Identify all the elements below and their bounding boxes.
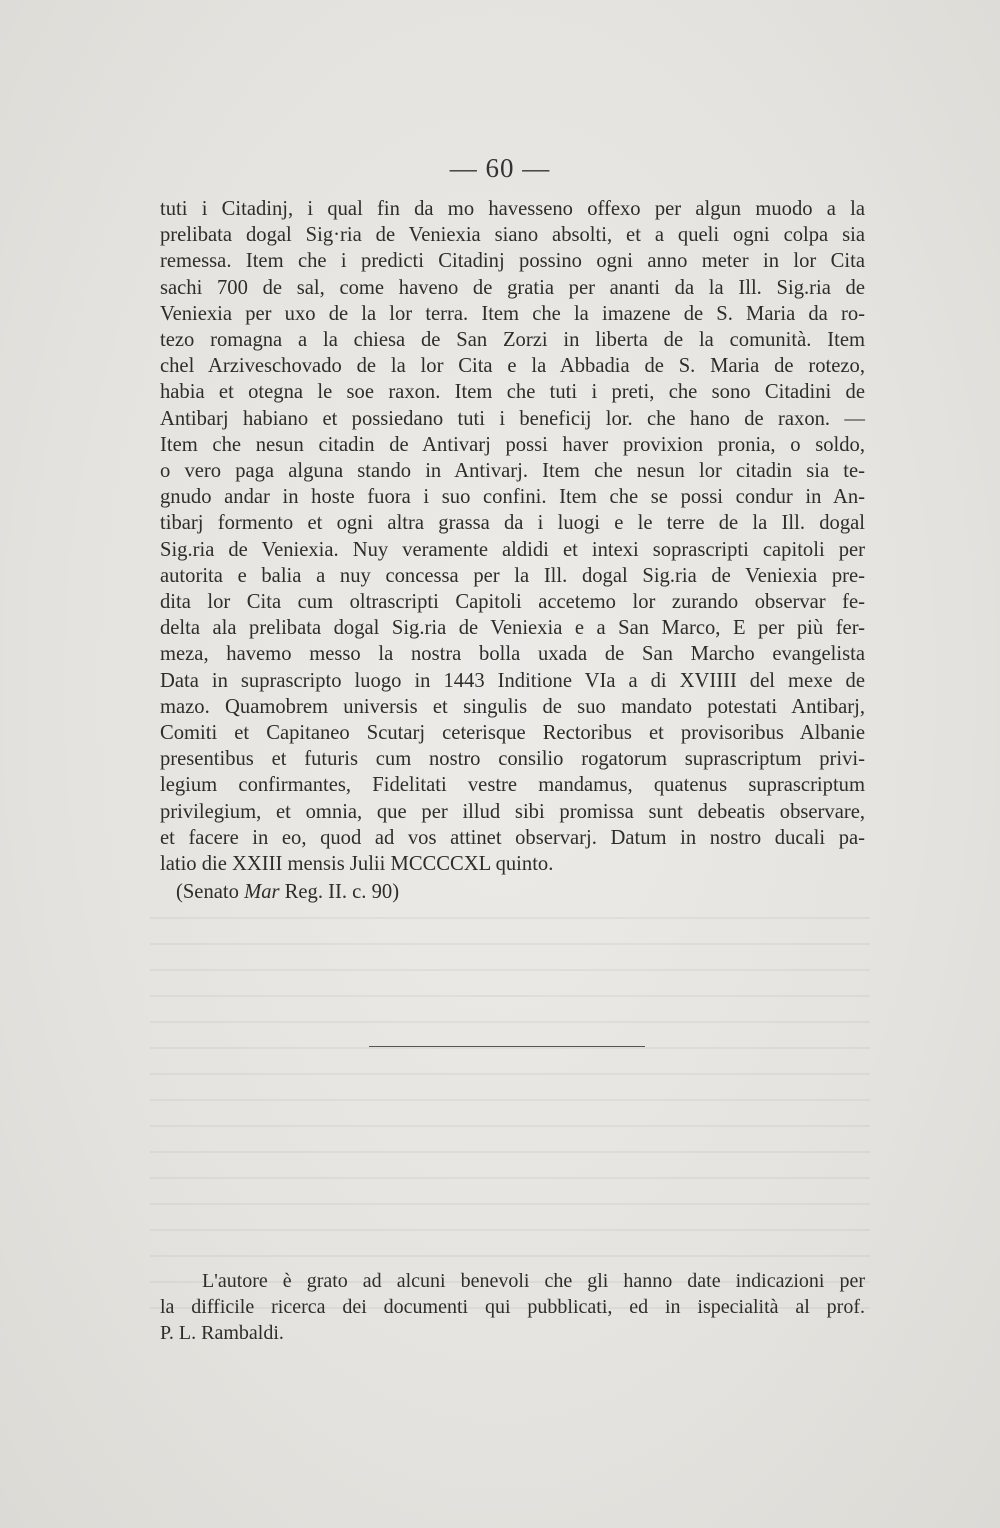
body-line: tuti i Citadinj, i qual fin da mo havesseno offexo per algun muodo a la <box>160 198 865 220</box>
body-line: Comiti et Capitaneo Scutarj ceterisque Rectoribus et provisoribus Albanie <box>160 722 865 745</box>
body-line: Data in suprascripto luogo in 1443 Inditione VIa a di XVIIII del mexe de <box>160 669 865 692</box>
body-line: Item che nesun citadin de Antivarj possi haver provixion pronia, o soldo, <box>160 433 865 456</box>
body-line: dita lor Cita cum oltrascripti Capitoli accetemo lor zurando observar fe- <box>160 591 865 614</box>
body-line: sachi 700 de sal, come haveno de gratia per ananti da la Ill. Sig.ria de <box>160 276 865 299</box>
footnote-line: la difficile ricerca dei documenti qui pubblicati, ed in ispecialità al prof. <box>160 1296 865 1318</box>
page-number: — 60 — <box>449 153 551 183</box>
body-line: Antibarj habiano et possiedano tuti i beneficij lor. che hano de raxon. — <box>160 407 865 430</box>
body-line: delta ala prelibata dogal Sig.ria de Veniexia e a San Marco, E per più fer- <box>160 617 865 640</box>
body-line: habia et otegna le soe raxon. Item che tuti i preti, che sono Citadini de <box>160 381 865 404</box>
body-line: meza, havemo messo la nostra bolla uxada de San Marcho evangelista <box>160 643 865 666</box>
body-line: presentibus et futuris cum nostro consilio rogatorum suprascriptum privi- <box>160 748 865 771</box>
body-line: mazo. Quamobrem universis et singulis de suo mandato potestati Antibarj, <box>160 695 865 718</box>
body-line: tezo romagna a la chiesa de San Zorzi in liberta de la comunità. Item <box>160 329 865 352</box>
citation-series: Mar <box>244 881 280 903</box>
body-line: o vero paga alguna stando in Antivarj. Item che nesun lor citadin sia te- <box>160 460 865 483</box>
section-divider <box>369 1046 645 1047</box>
citation-prefix: (Senato <box>176 881 245 903</box>
body-line: latio die XXIII mensis Julii MCCCCXL quinto. <box>160 853 554 876</box>
body-line: privilegium, et omnia, que per illud sibi promissa sunt debeatis observare, <box>160 800 865 823</box>
body-line: tibarj formento et ogni altra grassa da i luogi e le terre de la Ill. dogal <box>160 512 865 535</box>
body-line: Sig.ria de Veniexia. Nuy veramente aldidi et intexi soprascripti capitoli per <box>160 538 865 561</box>
bleed-through-texture <box>150 900 870 1320</box>
source-citation <box>176 881 399 904</box>
body-line: chel Arziveschovado de la lor Cita e la Abbadia de S. Maria de rotezo, <box>160 355 865 378</box>
body-line: remessa. Item che i predicti Citadinj possino ogni anno meter in lor Cita <box>160 250 865 273</box>
body-line: gnudo andar in hoste fuora i suo confini. Item che se possi condur in An- <box>160 486 865 509</box>
footnote-line: L'autore è grato ad alcuni benevoli che gli hanno date indicazioni per <box>202 1270 865 1292</box>
body-line: prelibata dogal Sig·ria de Veniexia siano absolti, et a queli ogni colpa sia <box>160 224 865 247</box>
body-line: legium confirmantes, Fidelitati vestre mandamus, quatenus suprascriptum <box>160 774 865 797</box>
body-line: et facere in eo, quod ad vos attinet observarj. Datum in nostro ducali pa- <box>160 826 865 849</box>
citation-suffix: Reg. II. c. 90) <box>279 881 400 903</box>
body-line: Veniexia per uxo de la lor terra. Item che la imazene de S. Maria da ro- <box>160 302 865 325</box>
document-body <box>160 196 865 877</box>
acknowledgement-note <box>160 1268 865 1346</box>
body-line: autorita e balia a nuy concessa per la Ill. dogal Sig.ria de Veniexia pre- <box>160 564 865 587</box>
footnote-line: P. L. Rambaldi. <box>160 1322 284 1344</box>
